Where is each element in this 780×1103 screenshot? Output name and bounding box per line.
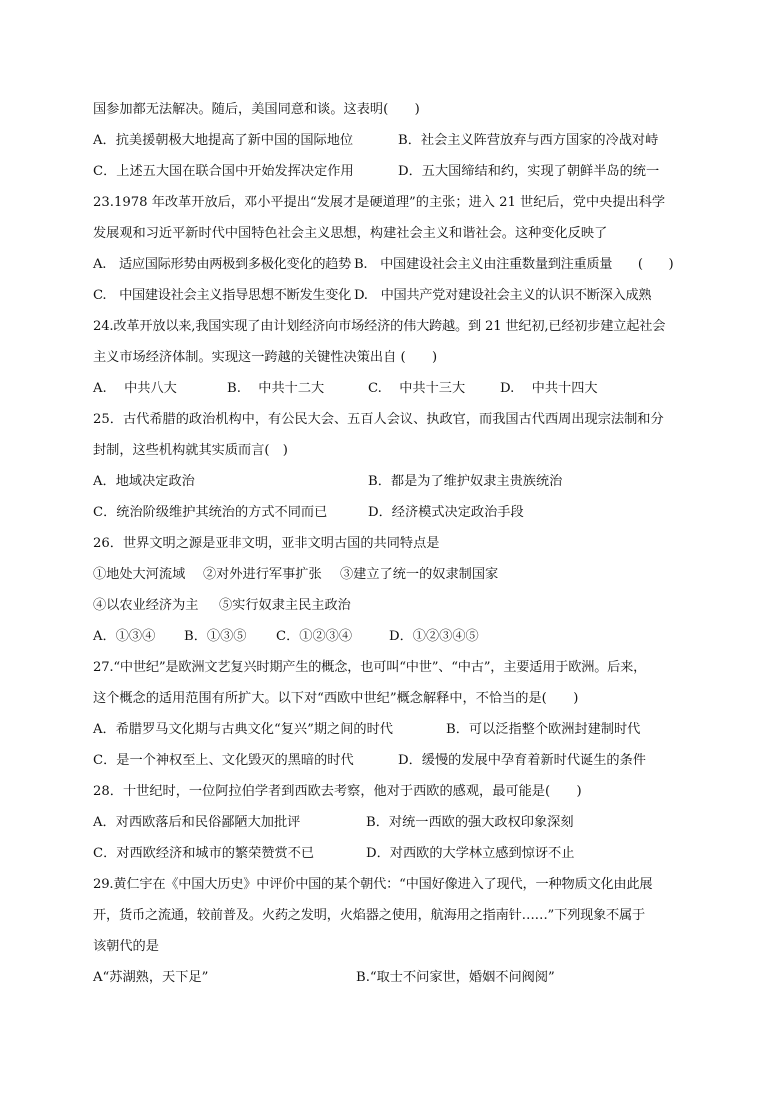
q25-stem-line2: 封制，这些机构就其实质而言( ): [93, 443, 288, 458]
q23-option-d: D. 中国共产党对建设社会主义的认识不断深入成熟: [354, 288, 652, 303]
q24-option-a: A. 中共八大: [93, 381, 177, 396]
q28-option-a: A．对西欧落后和民俗鄙陋大加批评: [93, 815, 301, 830]
q26-option-a: A．①③④: [93, 629, 156, 644]
q23-option-c: C. 中国建设社会主义指导思想不断发生变化: [93, 288, 352, 303]
q29-stem-line1: 29.黄仁宇在《中国大历史》中评价中国的某个朝代：“中国好像进入了现代，一种物质文化由此展: [93, 877, 653, 892]
q27-stem-line2: 这个概念的适用范围有所扩大。以下对“西欧中世纪”概念解释中，不恰当的是( ): [93, 691, 579, 706]
q26-item-2: ②对外进行军事扩张: [203, 567, 322, 582]
q27-option-c: C．是一个神权至上、文化毁灭的黑暗的时代: [93, 753, 354, 768]
q26-item-4: ④以农业经济为主: [93, 598, 199, 613]
q23-stem-line2: 发展观和习近平新时代中国特色社会主义思想，构建社会主义和谐社会。这种变化反映了: [93, 226, 608, 241]
q27-option-d: D．缓慢的发展中孕育着新时代诞生的条件: [398, 753, 646, 768]
q28-stem: 28．十世纪时，一位阿拉伯学者到西欧去考察，他对于西欧的感观，最可能是( ): [93, 784, 582, 799]
q23-option-a: A. 适应国际形势由两极到多极化变化的趋势: [93, 257, 351, 272]
q25-option-c: C．统治阶级维护其统治的方式不同而已: [93, 505, 328, 520]
q29-option-b: B.“取士不问家世，婚姻不问阀阅”: [356, 970, 555, 985]
q27-stem-line1: 27.“中世纪”是欧洲文艺复兴时期产生的概念，也可叫“中世”、“中古”，主要适用于欧洲。后来，: [93, 660, 647, 675]
q29-stem-line3: 该朝代的是: [93, 939, 159, 954]
q22-option-a: A．抗美援朝极大地提高了新中国的国际地位: [93, 133, 354, 148]
q26-stem: 26．世界文明之源是亚非文明，亚非文明古国的共同特点是: [93, 536, 440, 551]
q25-option-d: D．经济模式决定政治手段: [368, 505, 524, 520]
q23-option-b: B. 中国建设社会主义由注重数量到注重质量 ( ): [354, 257, 674, 272]
q25-stem-line1: 25．古代希腊的政治机构中，有公民大会、五百人会议、执政官，而我国古代西周出现宗法制和分: [93, 412, 664, 427]
q26-option-b: B．①③⑤: [184, 629, 247, 644]
q22-option-b: B．社会主义阵营放弃与西方国家的冷战对峙: [398, 133, 659, 148]
q26-item-1: ①地处大河流域: [93, 567, 186, 582]
q29-option-a: A“苏湖熟，天下足”: [93, 970, 209, 985]
q25-option-a: A．地域决定政治: [93, 474, 195, 489]
q24-option-b: B. 中共十二大: [227, 381, 325, 396]
q23-stem-line1: 23.1978 年改革开放后，邓小平提出“发展才是硬道理”的主张；进入 21 世纪后，党中央提出科学: [93, 195, 666, 210]
q29-stem-line2: 开，货币之流通，较前普及。火药之发明，火焰器之使用，航海用之指南针……”下列现象不属于: [93, 908, 646, 923]
q28-option-d: D．对西欧的大学林立感到惊讶不止: [366, 846, 575, 861]
q26-option-c: C．①②③④: [276, 629, 353, 644]
q24-option-d: D. 中共十四大: [500, 381, 598, 396]
q25-option-b: B．都是为了维护奴隶主贵族统治: [368, 474, 563, 489]
q26-option-d: D．①②③④⑤: [389, 629, 479, 644]
q28-option-c: C．对西欧经济和城市的繁荣赞赏不已: [93, 846, 315, 861]
q24-stem-line2: 主义市场经济体制。实现这一跨越的关键性决策出自 ( ): [93, 350, 438, 365]
q22-option-c: C．上述五大国在联合国中开始发挥决定作用: [93, 164, 354, 179]
q26-item-5: ⑤实行奴隶主民主政治: [219, 598, 351, 613]
q24-stem-line1: 24.改革开放以来,我国实现了由计划经济向市场经济的伟大跨越。到 21 世纪初,已经初步建立起社会: [93, 319, 666, 334]
q27-option-a: A．希腊罗马文化期与古典文化“复兴”期之间的时代: [93, 722, 393, 737]
q22-option-d: D．五大国缔结和约，实现了朝鲜半岛的统一: [398, 164, 660, 179]
q28-option-b: B．对统一西欧的强大政权印象深刻: [366, 815, 574, 830]
q22-stem-continuation: 国参加都无法解决。随后，美国同意和谈。这表明( ): [93, 102, 420, 117]
q24-option-c: C. 中共十三大: [368, 381, 466, 396]
q26-item-3: ③建立了统一的奴隶制国家: [340, 567, 499, 582]
q27-option-b: B．可以泛指整个欧洲封建制时代: [446, 722, 641, 737]
